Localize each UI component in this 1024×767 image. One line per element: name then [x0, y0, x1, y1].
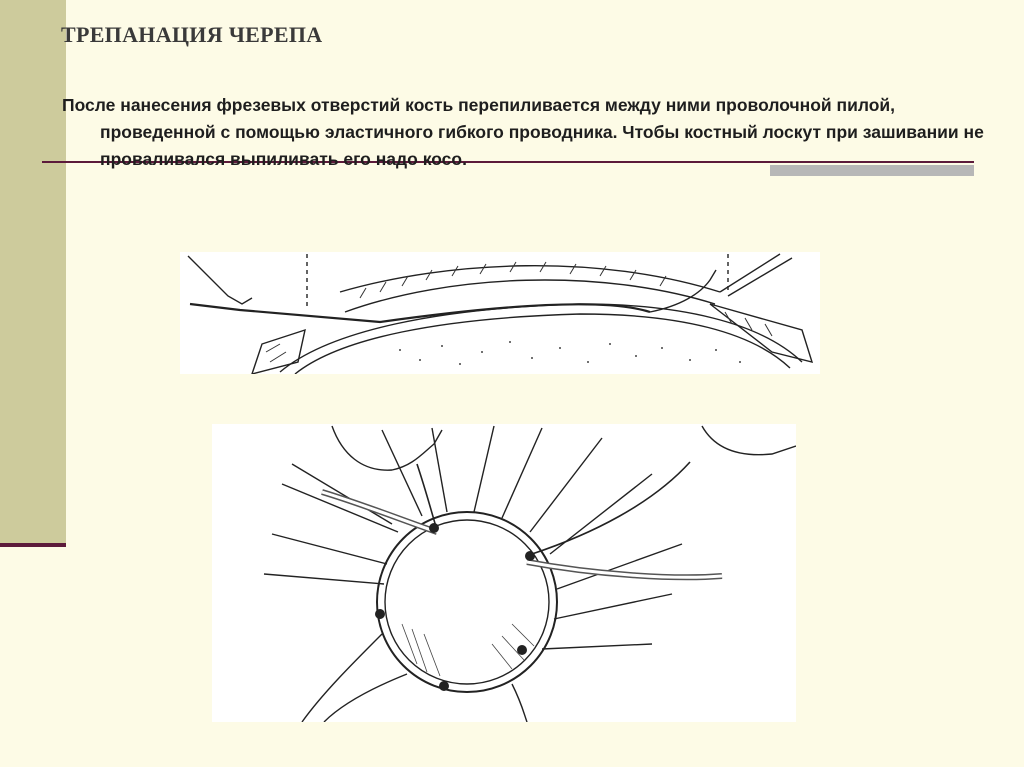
craniotomy-bone-flap-illustration [212, 424, 796, 722]
left-accent-rule [0, 543, 66, 547]
left-accent-bar [0, 0, 66, 545]
slide-body-text: После нанесения фрезевых отверстий кость перепиливается между ними проволочной пилой, проведенной с помощью эластичного гибкого проводника. Чтобы костный лоскут при зашивании не проваливался выпиливать его надо косо. [62, 95, 984, 169]
slide-title: ТРЕПАНАЦИЯ ЧЕРЕПА [61, 22, 323, 47]
skull-cross-section-illustration [180, 252, 820, 374]
